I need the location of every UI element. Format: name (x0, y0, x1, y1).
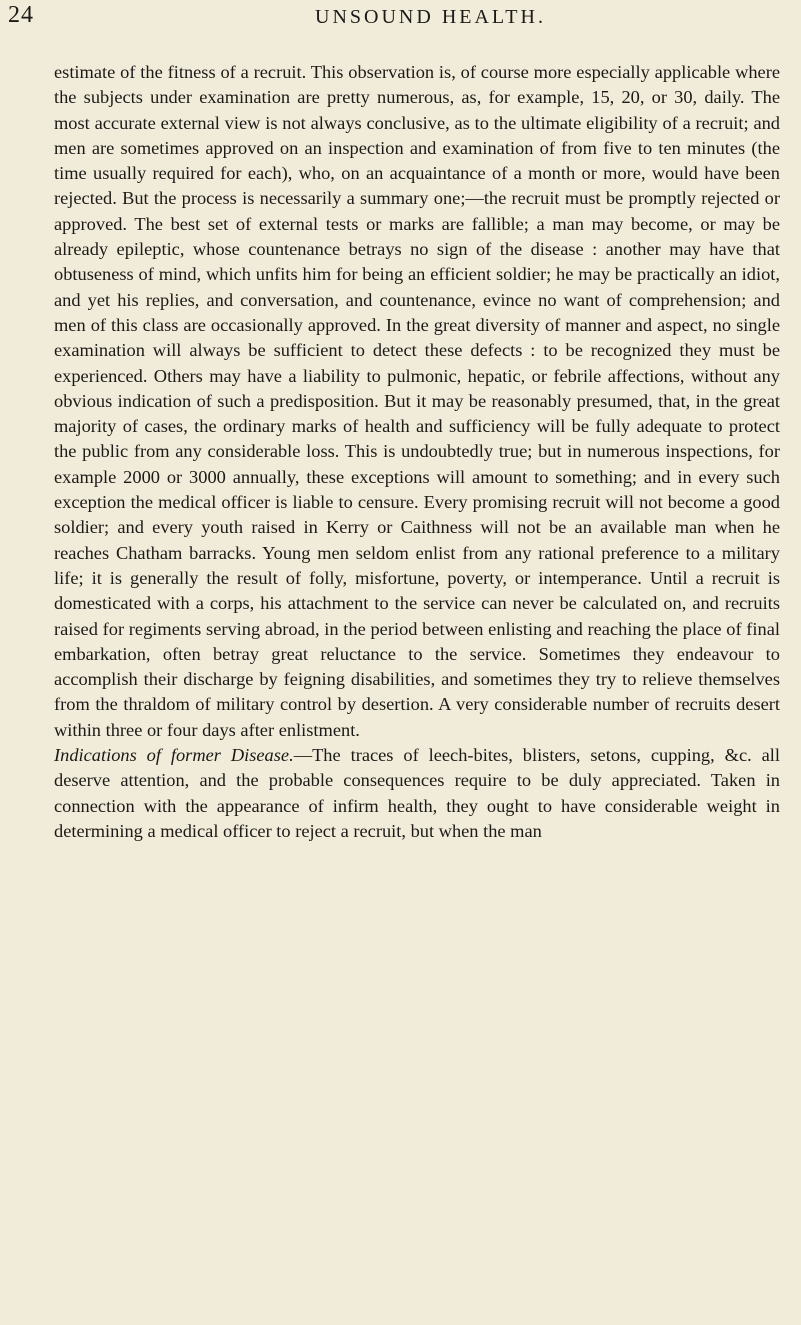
page-header (0, 2, 801, 42)
page-number: 24 (8, 2, 34, 28)
paragraph-continuation: estimate of the fitness of a recruit. This observation is, of course more especially applicable where the subjects under examination are pretty numerous, as, for example, 15, 20, or 30, daily. The most accurate external view is not always conclusive, as to the ultimate eligibility of a recruit; and men are sometimes approved on an inspection and examination of from five to ten minutes (the time usually required for each), who, on an acquaintance of a month or more, would have been rejected. But the process is necessarily a summary one;—the recruit must be promptly rejected or approved. The best set of external tests or marks are fallible; a man may become, or may be already epileptic, whose countenance betrays no sign of the disease : another may have that obtuseness of mind, which unfits him for being an efficient soldier; he may be practically an idiot, and yet his replies, and conversation, and countenance, evince no want of comprehension; and men of this class are occasionally approved. In the great diversity of manner and aspect, no single examination will always be sufficient to detect these defects : to be recognized they must be experienced. Others may have a liability to pulmonic, hepatic, or febrile affections, without any obvious indication of such a predisposition. But it may be reasonably presumed, that, in the great majority of cases, the ordinary marks of health and sufficiency will be fully adequate to protect the public from any considerable loss. This is undoubtedly true; but in numerous inspections, for example 2000 or 3000 annually, these exceptions will amount to something; and in every such exception the medical officer is liable to censure. Every promising recruit will not become a good soldier; and every youth raised in Kerry or Caithness will not be an available man when he reaches Chatham barracks. Young men seldom enlist from any rational preference to a military life; it is generally the result of folly, misfortune, poverty, or intemperance. Until a recruit is domesticated with a corps, his attachment to the service can never be calculated on, and recruits raised for regiments serving abroad, in the period between enlisting and reaching the place of final embarkation, often betray great reluctance to the service. Sometimes they endeavour to accomplish their discharge by feigning disabilities, and sometimes they try to relieve themselves from the thraldom of military control by desertion. A very considerable number of recruits desert within three or four days after enlistment. (54, 62, 780, 740)
section-text: —The traces of leech-bites, blisters, setons, cupping, &c. all deserve attention, and the probable consequences require to be duly appreciated. Taken in connection with the appearance of infirm health, they ought to have considerable weight in determining a medical officer to reject a recruit, but when the man (54, 745, 780, 841)
running-head: UNSOUND HEALTH. (315, 6, 546, 28)
body-text (54, 60, 780, 844)
section-heading: Indications of former Disease. (54, 745, 294, 766)
section-paragraph (54, 743, 780, 844)
